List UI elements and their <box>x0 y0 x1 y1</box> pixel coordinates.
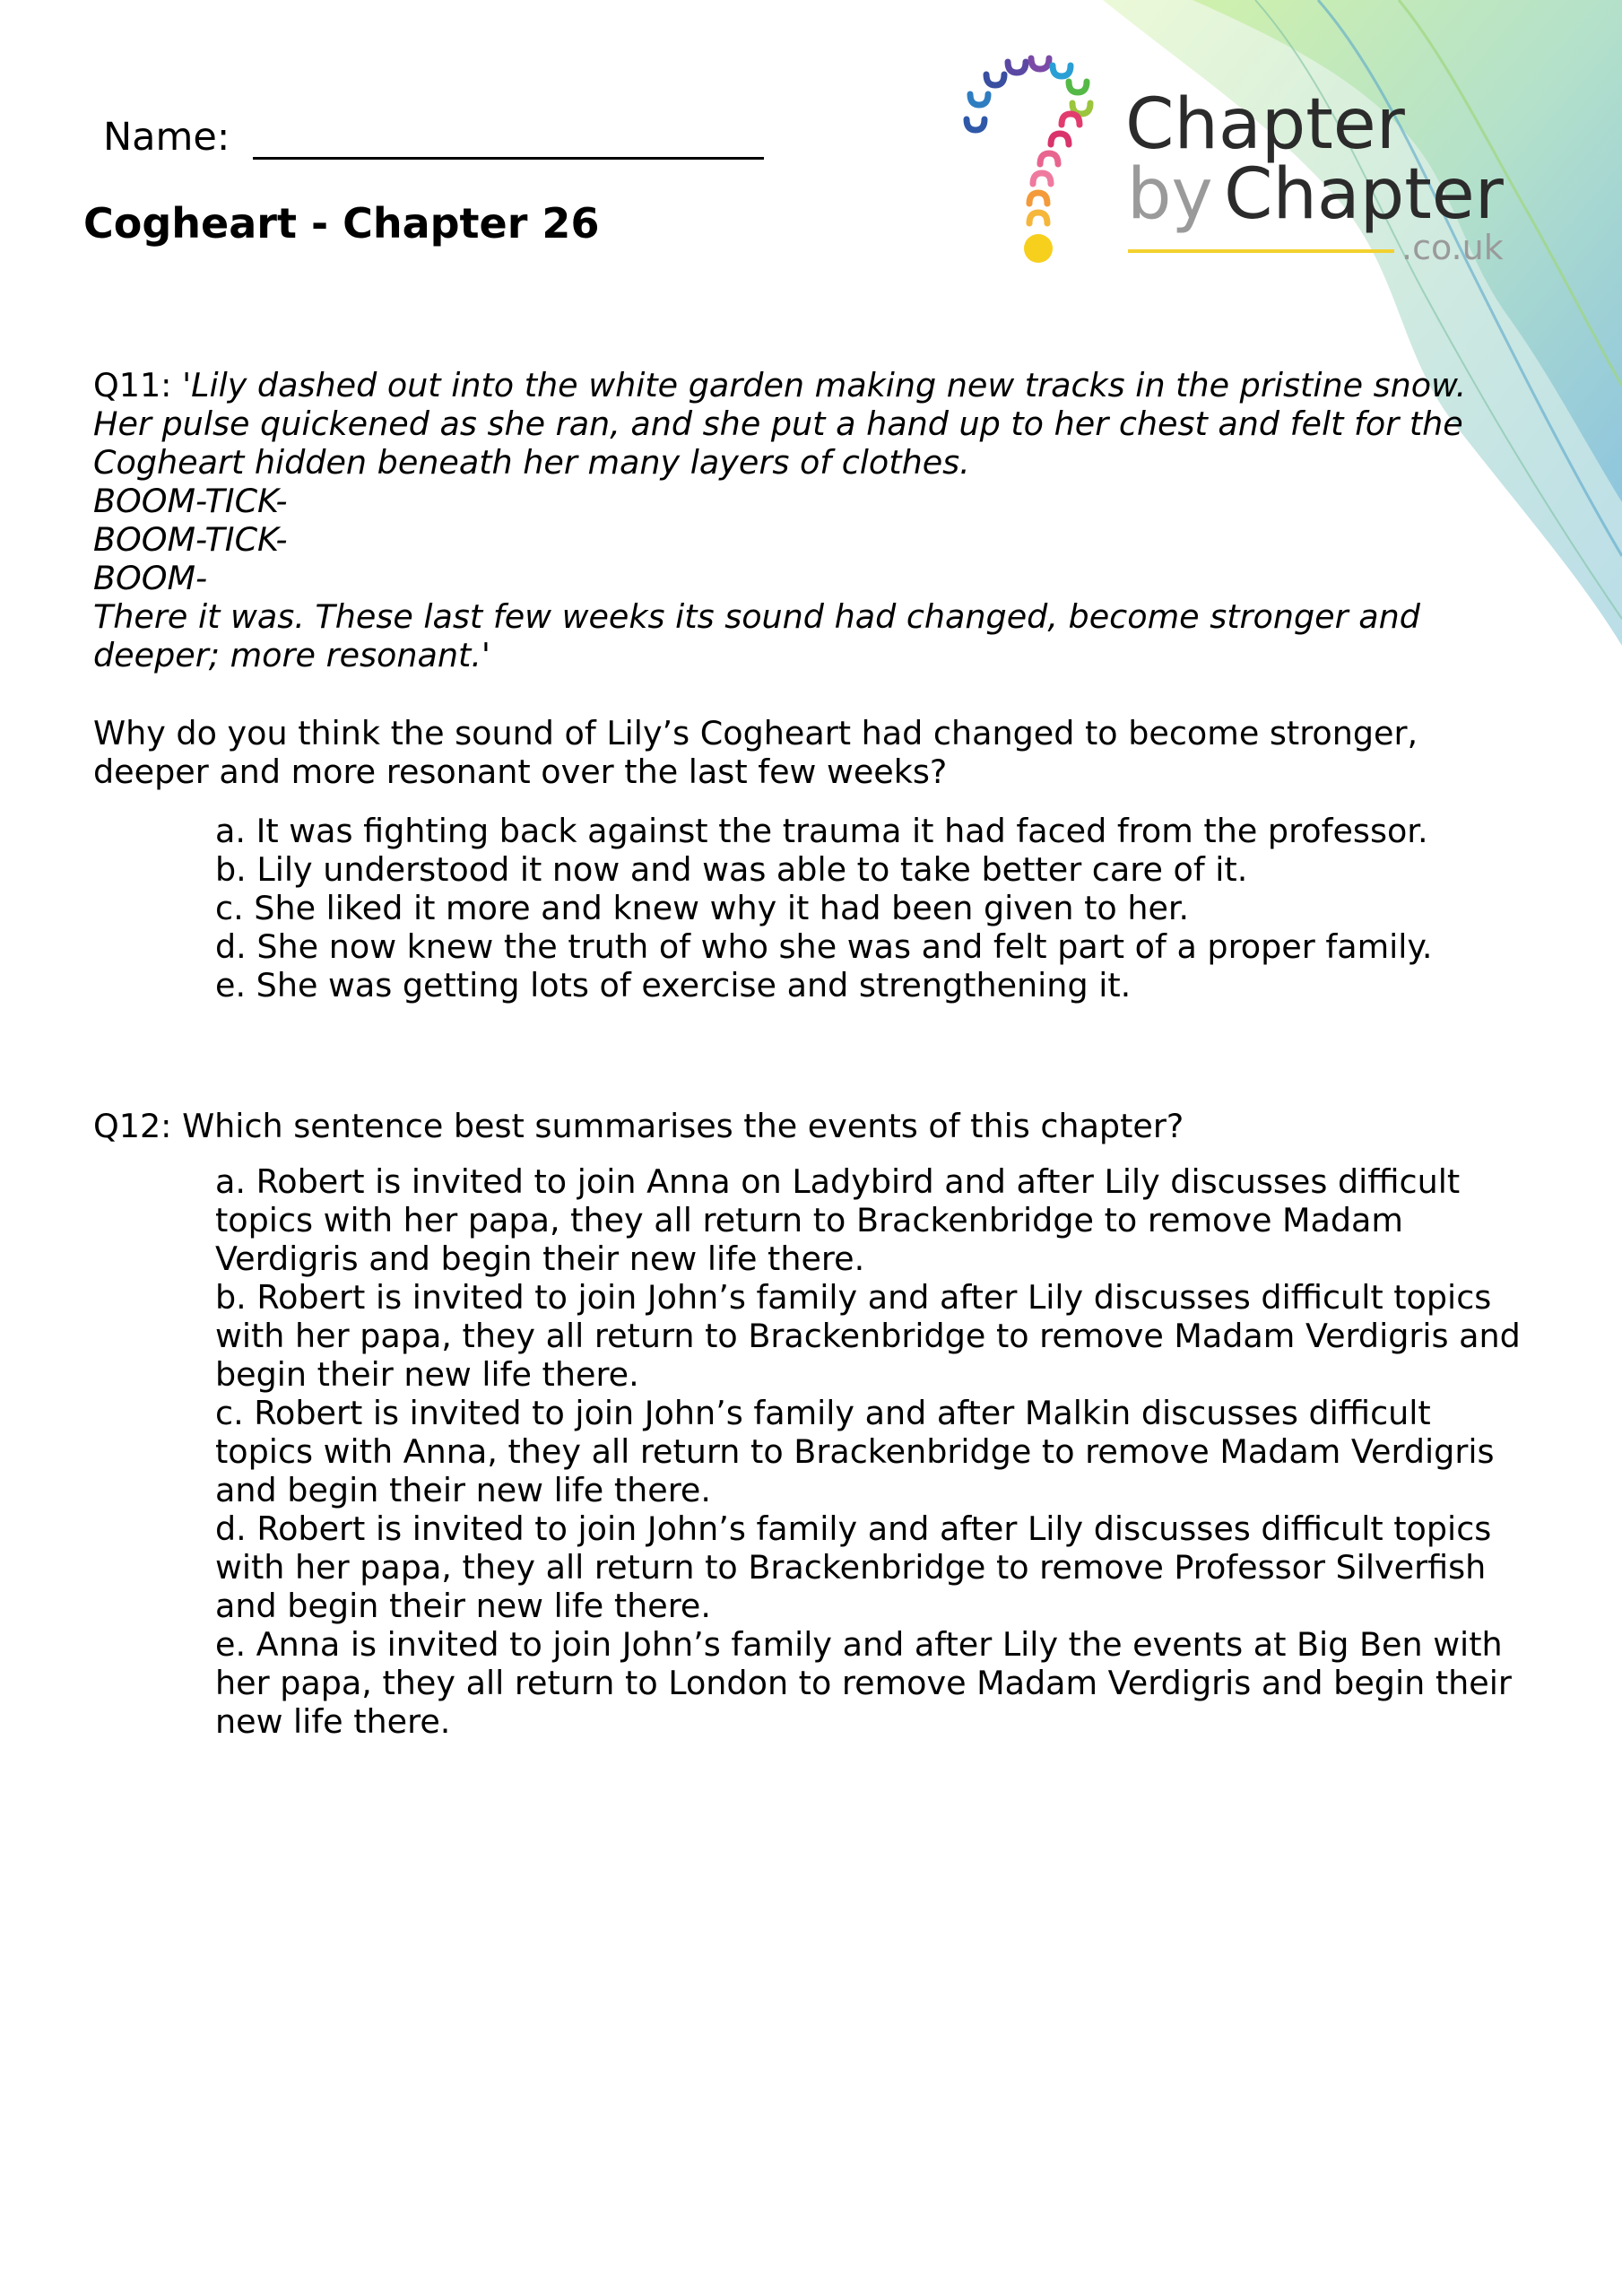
passage-line: BOOM-TICK- <box>93 520 288 559</box>
logo-line2-prefix: by <box>1127 154 1213 235</box>
logo-line1: Chapter <box>1125 84 1405 165</box>
q11-option-e: e. She was getting lots of exercise and strengthening it. <box>215 966 1132 1004</box>
logo-dot-icon <box>1024 234 1053 263</box>
q12-option-line: begin their new life there. <box>215 1355 639 1394</box>
logo-line2-main: Chapter <box>1224 154 1504 235</box>
name-label: Name: <box>103 115 230 160</box>
q12-option-line: Verdigris and begin their new life there. <box>215 1239 865 1278</box>
passage-line: Her pulse quickened as she ran, and she put a hand up to her chest and felt for the <box>93 404 1463 443</box>
worksheet-title: Cogheart - Chapter 26 <box>83 199 600 248</box>
q11-options <box>215 812 1524 1004</box>
passage-line: BOOM- <box>93 559 208 597</box>
passage-line: 'Lily dashed out into the white garden making new tracks in the pristine snow. <box>182 366 1467 404</box>
q12-option-line: and begin their new life there. <box>215 1471 711 1509</box>
q12-option-line: new life there. <box>215 1702 451 1741</box>
q12-option-line: topics with Anna, they all return to Brackenbridge to remove Madam Verdigris <box>215 1432 1495 1471</box>
q11-number: Q11: <box>93 366 183 404</box>
q12-option-line: her papa, they all return to London to remove Madam Verdigris and begin their <box>215 1664 1512 1702</box>
q11-option-c: c. She liked it more and knew why it had been given to her. <box>215 889 1190 927</box>
q12-option-line: with her papa, they all return to Brackenbridge to remove Professor Silverfish <box>215 1548 1487 1587</box>
q11-option-d: d. She now knew the truth of who she was and felt part of a proper family. <box>215 927 1433 966</box>
book-arc-icon <box>967 58 1090 223</box>
q11-option-b: b. Lily understood it now and was able to take better care of it. <box>215 850 1248 889</box>
passage-line: There it was. These last few weeks its sound had changed, become stronger and <box>93 597 1420 636</box>
question-line: Why do you think the sound of Lily’s Cogheart had changed to become stronger, <box>93 714 1418 752</box>
q12-option-line: a. Robert is invited to join Anna on Ladybird and after Lily discusses difficult <box>215 1162 1461 1201</box>
q12-option-line: b. Robert is invited to join John’s family and after Lily discusses difficult topics <box>215 1278 1492 1317</box>
q12-question: Q12: Which sentence best summarises the events of this chapter? <box>93 1107 1184 1145</box>
logo-graphic <box>950 49 1533 318</box>
q11-question <box>93 714 1510 791</box>
q12-option-line: c. Robert is invited to join John’s family and after Malkin discusses difficult <box>215 1394 1431 1432</box>
passage-line: deeper; more resonant.' <box>93 636 490 674</box>
name-write-line <box>253 116 764 160</box>
q12-option-line: e. Anna is invited to join John’s family and after Lily the events at Big Ben with <box>215 1625 1503 1664</box>
logo-domain: .co.uk <box>1401 228 1504 267</box>
passage-line: BOOM-TICK- <box>93 482 288 520</box>
q11-passage <box>93 366 1510 674</box>
passage-line: Cogheart hidden beneath her many layers of clothes. <box>93 443 970 482</box>
name-field-row <box>103 115 764 160</box>
q12-option-line: with her papa, they all return to Brackenbridge to remove Madam Verdigris and <box>215 1317 1521 1355</box>
q12-option-line: d. Robert is invited to join John’s family and after Lily discusses difficult topics <box>215 1509 1492 1548</box>
q12-option-line: and begin their new life there. <box>215 1587 711 1625</box>
q12-option-line: topics with her papa, they all return to Brackenbridge to remove Madam <box>215 1201 1403 1239</box>
question-line: deeper and more resonant over the last few weeks? <box>93 752 948 791</box>
q11-option-a: a. It was fighting back against the trauma it had faced from the professor. <box>215 812 1428 850</box>
q12-options <box>215 1162 1521 1741</box>
chapter-by-chapter-logo <box>950 49 1533 318</box>
